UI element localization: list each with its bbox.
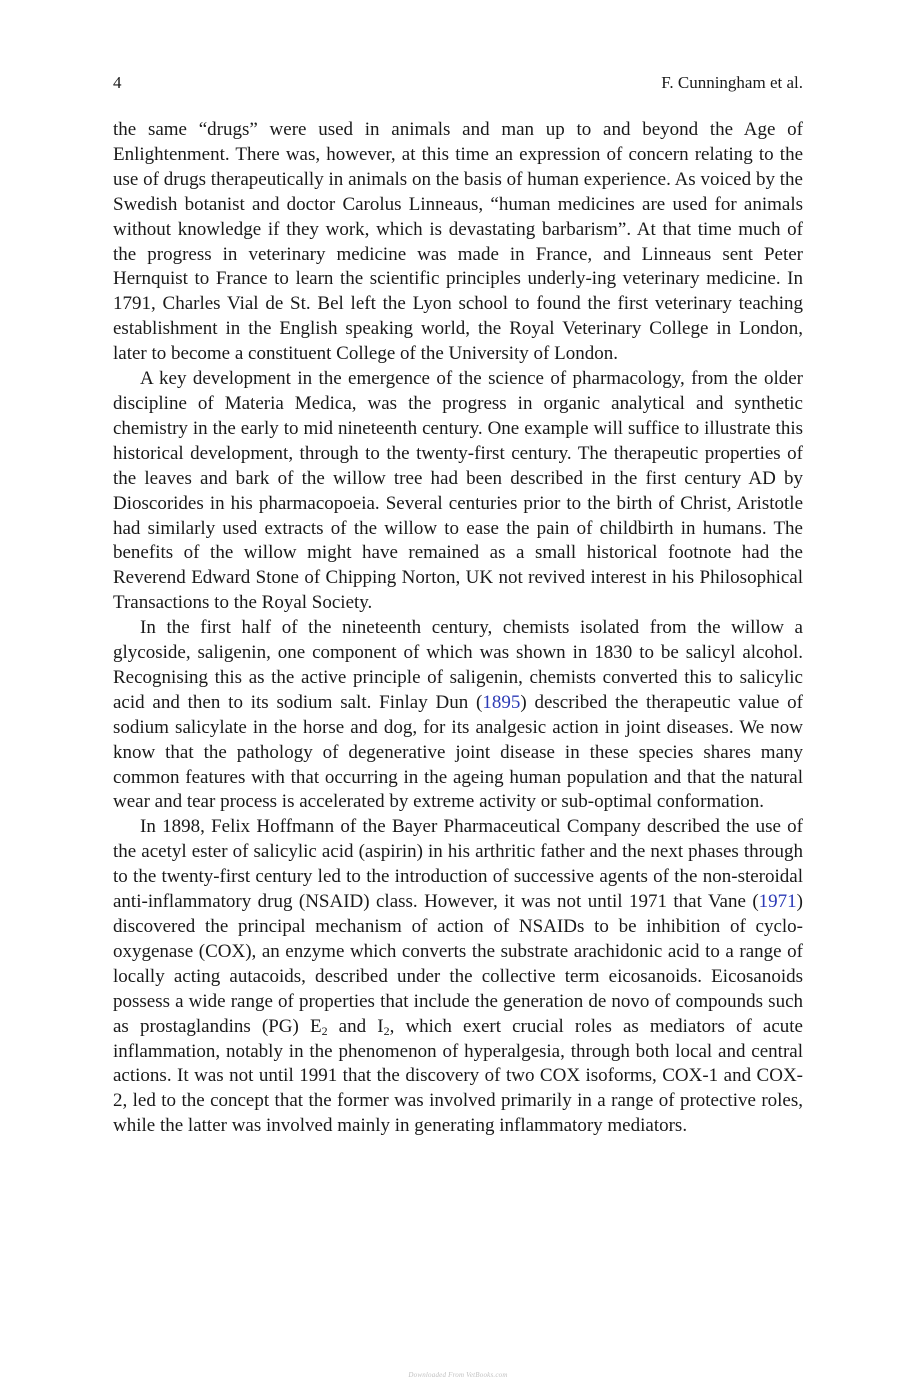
citation-link-1895[interactable]: 1895	[482, 691, 521, 713]
body-text	[113, 118, 803, 1139]
subscript-e2: 2	[321, 1023, 328, 1038]
paragraph-1	[113, 118, 803, 367]
download-stamp: Downloaded From VetBooks.com	[408, 1371, 508, 1379]
paragraph-4-text-end: , which exert crucial roles as mediators of acute inflammation, notably in the phenomenon of hyperalgesia, through both local and central actions. It was not until 1991 that the discovery of two COX isoforms, COX-1 and COX-2, led to the concept that the former was involved primarily in a range of protective roles, while the latter was involved mainly in generating inflammatory mediators.	[113, 1015, 803, 1137]
paragraph-2-text: A key development in the emergence of the science of pharmacology, from the older discipline of Materia Medica, was the progress in organic analytical and synthetic chemistry in the early to mid nineteenth century. One example will suffice to illustrate this historical development, through to the twenty-first century. The therapeutic properties of the leaves and bark of the willow tree had been described in the first century AD by Dioscorides in his pharmacopoeia. Several centuries prior to the birth of Christ, Aristotle had similarly used extracts of the willow to ease the pain of childbirth in humans. The benefits of the willow might have remained as a small historical footnote had the Reverend Edward Stone of Chipping Norton, UK not revived interest in his Philosophical Transactions to the Royal Society.	[113, 368, 803, 614]
citation-link-1971[interactable]: 1971	[758, 891, 797, 913]
paragraph-4-text-mid: ) discovered the principal mechanism of action of NSAIDs to be inhibition of cyclo-oxygenase (COX), an enzyme which converts the substrate arachidonic acid to a range of locally acting autacoids, described under the collective term eicosanoids. Eicosanoids possess a wide range of properties that include the generation de novo of compounds such as prostaglandins (PG) E	[113, 891, 803, 1037]
paragraph-4	[113, 815, 803, 1139]
paragraph-2	[113, 367, 803, 616]
paragraph-3-text-before: In the first half of the nineteenth century, chemists isolated from the willow a glycoside, saligenin, one component of which was shown in 1830 to be salicyl alcohol. Recognising this as the active principle of saligenin, chemists converted this to salicylic acid and then to its sodium salt. Finlay Dun (	[113, 617, 803, 713]
page-number: 4	[113, 73, 122, 92]
page-header	[113, 72, 803, 96]
paragraph-4-text-and: and I	[327, 1015, 384, 1037]
paragraph-1-text: the same “drugs” were used in animals and man up to and beyond the Age of Enlightenment. There was, however, at this time an expression of concern relating to the use of drugs therapeutically in animals on the basis of human experience. As voiced by the Swedish botanist and doctor Carolus Linneaus, “human medicines are used for animals without knowledge if they work, which is devastating barbarism”. At that time much of the progress in veterinary medicine was made in France, and Linneaus sent Peter Hernquist to France to learn the scientific principles underly-ing veterinary medicine. In 1791, Charles Vial de St. Bel left the Lyon school to found the first veterinary teaching establishment in the English speaking world, the Royal Veterinary College in London, later to become a constituent College of the University of London.	[113, 119, 803, 365]
paragraph-3-text-after: ) described the therapeutic value of sodium salicylate in the horse and dog, for its analgesic action in joint diseases. We now know that the pathology of degenerative joint disease in these species shares many common features with that occurring in the ageing human population and that the natural wear and tear process is accelerated by extreme activity or sub-optimal conformation.	[113, 691, 803, 813]
running-head: F. Cunningham et al.	[661, 73, 803, 92]
paragraph-3	[113, 616, 803, 815]
subscript-i2: 2	[383, 1023, 390, 1038]
paragraph-4-text-before: In 1898, Felix Hoffmann of the Bayer Pharmaceutical Company described the use of the acetyl ester of salicylic acid (aspirin) in his arthritic father and the next phases through to the twenty-first century led to the introduction of successive agents of the non-steroidal anti-inflammatory drug (NSAID) class. However, it was not until 1971 that Vane (	[113, 816, 803, 913]
